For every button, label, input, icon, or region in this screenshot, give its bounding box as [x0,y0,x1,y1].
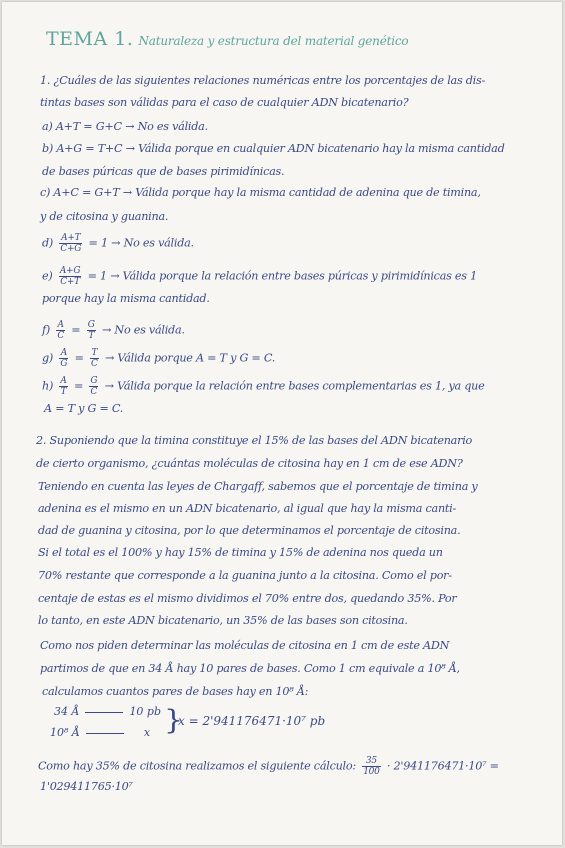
calc-brace: } [164,704,184,737]
q2-percent-numerator: 35 [362,756,380,767]
q1-h-numerator-left: A [60,376,67,386]
q1-f-text: → No es válida. [101,323,185,337]
q1-h-fraction-left [59,376,67,397]
q1-h-denominator-right: C [90,387,98,397]
q2-line-10: Como nos piden determinar las moléculas de citosina en 1 cm de este ADN [40,639,450,652]
q2-percent-fraction [362,756,380,777]
q2-percent-denominator: 100 [363,767,380,777]
q1-line-1: 1. ¿Cuáles de las siguientes relaciones numéricas entre los porcentajes de las dis- [40,74,486,87]
q2-line-2: de cierto organismo, ¿cuántas moléculas de citosina hay en 1 cm de ese ADN? [36,457,463,470]
q1-answer-h-line2: A = T y G = C. [44,402,124,415]
notebook-page [2,2,562,845]
q1-answer-e [42,266,477,287]
q1-answer-d [42,233,194,254]
q1-f-fraction-left [56,320,65,341]
q2-line-5: dad de guanina y citosina, por lo que determinamos el porcentaje de citosina. [38,524,461,537]
q1-f-denominator-left: C [57,331,64,341]
q1-h-numerator-right: G [90,376,98,386]
calc-row-1-right: 10 pb [129,705,162,718]
calc-row-1-left: 34 Å [54,705,80,718]
q2-line-12: calculamos cuantos pares de bases hay en 10⁸ Å: [42,685,309,698]
title-subtitle: Naturaleza y estructura del material genético [138,34,409,48]
q1-e-numerator: A+G [59,266,81,276]
q1-e-fraction [59,266,81,287]
q1-h-text: → Válida porque la relación entre bases complementarias es 1, ya que [104,379,485,393]
q1-d-fraction [59,233,82,254]
q1-answer-b-line2: de bases púricas que de bases pirimidínicas. [42,165,285,178]
q1-f-label: f) [42,323,51,337]
q2-line-13-post: · 2'941176471·10⁷ = [386,759,499,773]
q1-h-equals: = [73,379,84,393]
q1-d-denominator: C+G [60,244,82,254]
q2-line-3: Teniendo en cuenta las leyes de Chargaff, sabemos que el porcentaje de timina y [38,480,478,493]
q1-d-text: = 1 → No es válida. [88,236,194,250]
q2-final-result: 1'029411765·10⁷ [40,780,133,793]
q2-line-4: adenina es el mismo en un ADN bicatenario, al igual que hay la misma canti- [38,502,457,515]
q2-line-1: 2. Suponiendo que la timina constituye el 15% de las bases del ADN bicatenario [36,434,473,447]
q1-g-label: g) [42,351,54,365]
q1-answer-b-line1: b) A+G = T+C → Válida porque en cualquier ADN bicatenario hay la misma cantidad [42,142,505,155]
q1-g-fraction-left [59,348,68,369]
calc-result: x = 2'941176471·10⁷ pb [178,714,326,728]
title-tema: TEMA 1. [46,28,134,50]
q1-answer-c-line2: y de citosina y guanina. [40,210,169,223]
calc-row-2-dash [86,733,124,734]
q1-answer-a: a) A+T = G+C → No es válida. [42,120,208,133]
q1-answer-h [42,376,484,397]
q1-f-numerator-left: A [57,320,64,330]
q2-line-13 [38,756,499,777]
page-title [46,28,408,50]
q2-line-8: centaje de estas es el mismo dividimos el 70% entre dos, quedando 35%. Por [38,592,457,605]
q1-g-text: → Válida porque A = T y G = C. [105,351,276,365]
calc-row-2-left: 10⁸ Å [50,726,80,739]
q1-g-fraction-right [90,348,99,369]
q1-d-label: d) [42,236,54,250]
q1-answer-e-line2: porque hay la misma cantidad. [42,292,210,305]
q1-line-2: tintas bases son válidas para el caso de cualquier ADN bicatenario? [40,96,409,109]
q1-g-equals: = [74,351,84,365]
q1-d-numerator: A+T [61,233,81,243]
q1-f-equals: = [71,323,81,337]
q2-line-9: lo tanto, en este ADN bicatenario, un 35% de las bases son citosina. [38,614,408,627]
q1-f-denominator-right: T [88,331,95,341]
q1-e-denominator: C+T [60,277,80,287]
calc-row-2 [50,726,150,739]
q1-e-label: e) [42,269,53,283]
q1-answer-f [42,320,185,341]
calc-row-2-right: x [143,726,151,739]
q1-g-numerator-right: T [91,348,98,358]
q1-h-label: h) [42,379,54,393]
q1-f-numerator-right: G [87,320,95,330]
q1-answer-c-line1: c) A+C = G+T → Válida porque hay la misma cantidad de adenina que de timina, [40,186,481,199]
q1-g-denominator-left: G [60,359,68,369]
calc-row-1 [54,705,161,718]
q1-h-denominator-left: T [60,387,67,397]
q1-g-numerator-left: A [60,348,67,358]
q1-f-fraction-right [87,320,96,341]
q1-e-text: = 1 → Válida porque la relación entre bases púricas y pirimidínicas es 1 [87,269,477,283]
q2-line-13-text: Como hay 35% de citosina realizamos el siguiente cálculo: [38,759,356,773]
q2-line-6: Si el total es el 100% y hay 15% de timina y 15% de adenina nos queda un [38,546,443,559]
q2-line-7: 70% restante que corresponde a la guanina junto a la citosina. Como el por- [38,569,452,582]
calc-row-1-dash [85,712,123,713]
q2-line-11: partimos de que en 34 Å hay 10 pares de bases. Como 1 cm equivale a 10⁸ Å, [40,662,460,675]
q1-g-denominator-right: C [91,359,98,369]
q1-answer-g [42,348,275,369]
q1-h-fraction-right [89,376,98,397]
